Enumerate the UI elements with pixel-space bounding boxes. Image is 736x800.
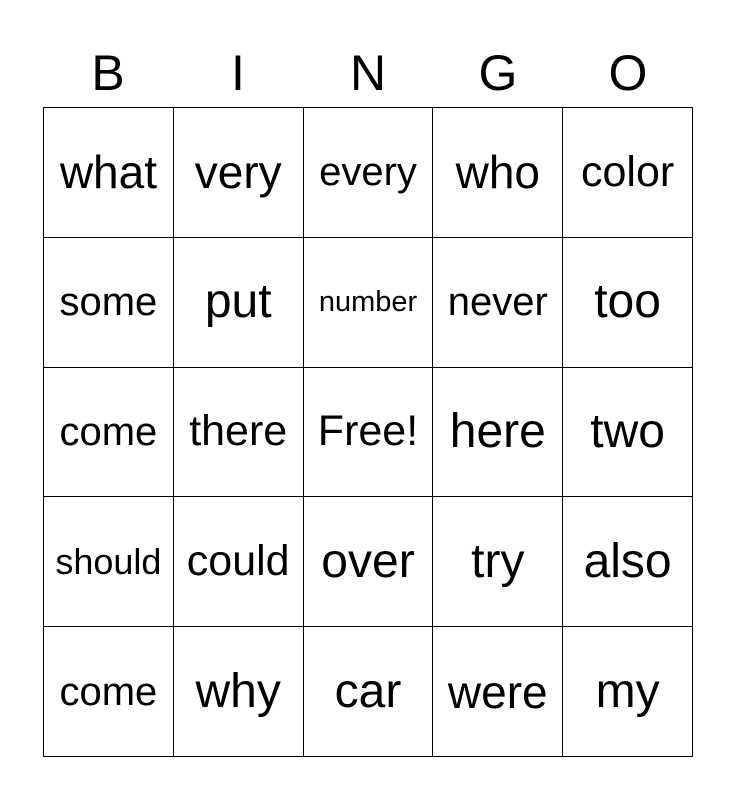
bingo-cell[interactable]: should — [44, 497, 174, 627]
bingo-cell[interactable]: put — [174, 238, 304, 368]
bingo-cell[interactable]: were — [433, 627, 563, 757]
bingo-cell[interactable]: never — [433, 238, 563, 368]
bingo-cell[interactable]: there — [174, 368, 304, 498]
bingo-cell[interactable]: very — [174, 108, 304, 238]
bingo-cell[interactable]: color — [563, 108, 693, 238]
header-letter-n: N — [349, 45, 387, 101]
bingo-cell[interactable]: come — [44, 627, 174, 757]
bingo-cell[interactable]: what — [44, 108, 174, 238]
bingo-cell[interactable]: who — [433, 108, 563, 238]
bingo-cell[interactable]: every — [304, 108, 434, 238]
header-letter-g: G — [478, 45, 518, 101]
bingo-cell[interactable]: car — [304, 627, 434, 757]
bingo-cell[interactable]: try — [433, 497, 563, 627]
bingo-header — [43, 40, 693, 106]
bingo-cell[interactable]: two — [563, 368, 693, 498]
bingo-cell[interactable]: here — [433, 368, 563, 498]
bingo-cell[interactable]: some — [44, 238, 174, 368]
bingo-cell[interactable]: over — [304, 497, 434, 627]
bingo-cell[interactable]: why — [174, 627, 304, 757]
bingo-cell[interactable]: number — [304, 238, 434, 368]
bingo-board — [43, 107, 693, 757]
bingo-cell[interactable]: also — [563, 497, 693, 627]
bingo-cell-free[interactable]: Free! — [304, 368, 434, 498]
bingo-cell[interactable]: come — [44, 368, 174, 498]
header-letter-i: I — [231, 45, 245, 101]
header-letter-b: B — [91, 45, 125, 101]
bingo-cell[interactable]: my — [563, 627, 693, 757]
bingo-cell[interactable]: could — [174, 497, 304, 627]
header-letter-o: O — [608, 45, 648, 101]
bingo-cell[interactable]: too — [563, 238, 693, 368]
